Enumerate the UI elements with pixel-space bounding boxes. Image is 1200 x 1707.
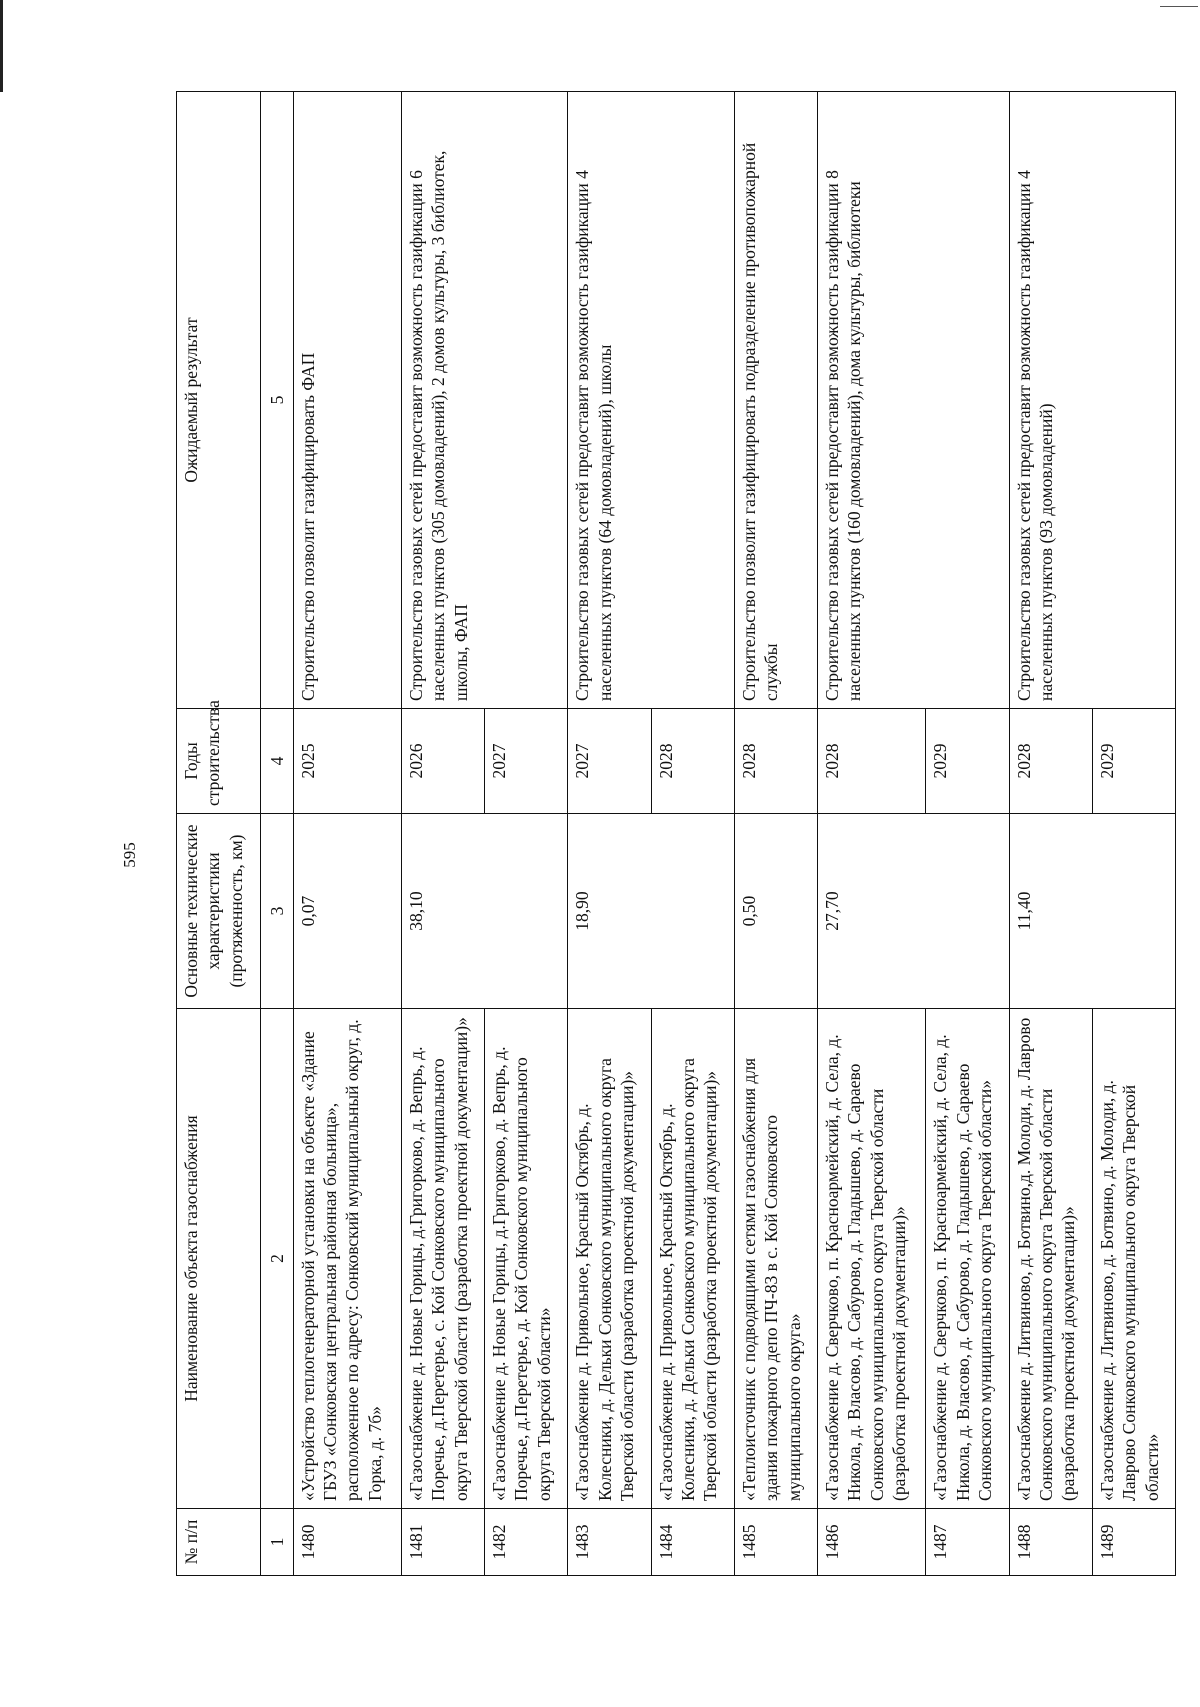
object-name: «Газоснабжение д. Сверчково, п. Красноармейский, д. Села, д. Никола, д. Власово, д. Сабурово, д. Гладышево, д. Сараево Сонковского муниципального округа Тверской области (разработка проектной документации)» <box>817 1009 925 1509</box>
row-number: 1489 <box>1092 1509 1175 1576</box>
row-number: 1486 <box>817 1509 925 1576</box>
row-number: 1482 <box>485 1509 568 1576</box>
row-number: 1487 <box>926 1509 1009 1576</box>
construction-year: 2025 <box>293 709 401 814</box>
table-row <box>401 92 484 1576</box>
header-result: Ожидаемый результат <box>177 92 261 709</box>
construction-year: 2027 <box>485 709 568 814</box>
expected-result: Строительство позволит газифицировать подразделение противопожарной службы <box>734 92 817 709</box>
column-number: 4 <box>261 709 294 814</box>
header-num: № п/п <box>177 1509 261 1576</box>
length-km: 11,40 <box>1009 814 1175 1009</box>
construction-year: 2027 <box>568 709 651 814</box>
scan-edge-mark <box>0 0 3 92</box>
page-number: 595 <box>120 842 139 868</box>
column-number: 3 <box>261 814 294 1009</box>
construction-year: 2026 <box>401 709 484 814</box>
expected-result: Строительство газовых сетей предоставит возможность газификации 6 населенных пунктов (305 домовладений), 2 домов культуры, 3 библиотек, школы, ФАП <box>401 92 567 709</box>
gas-supply-table <box>176 91 1176 1576</box>
construction-year: 2029 <box>1092 709 1175 814</box>
construction-year: 2028 <box>651 709 734 814</box>
row-number: 1488 <box>1009 1509 1092 1576</box>
length-km: 27,70 <box>817 814 1009 1009</box>
column-number: 5 <box>261 92 294 709</box>
expected-result: Строительство газовых сетей предоставит возможность газификации 8 населенных пунктов (160 домовладений), дома культуры, библиотеки <box>817 92 1009 709</box>
row-number: 1483 <box>568 1509 651 1576</box>
column-numbers-row <box>261 92 294 1576</box>
construction-year: 2028 <box>1009 709 1092 814</box>
table-row <box>817 92 925 1576</box>
header-name: Наименование объекта газоснабжения <box>177 1009 261 1509</box>
expected-result: Строительство газовых сетей предоставит возможность газификации 4 населенных пунктов (93 домовладений) <box>1009 92 1175 709</box>
row-number: 1480 <box>293 1509 401 1576</box>
length-km: 0,50 <box>734 814 817 1009</box>
construction-year: 2029 <box>926 709 1009 814</box>
table-row <box>734 92 817 1576</box>
object-name: «Теплоисточник с подводящими сетями газоснабжения для здания пожарного депо ПЧ-83 в с. Кой Сонковского муниципального округа» <box>734 1009 817 1509</box>
table-row <box>568 92 651 1576</box>
table-row <box>1009 92 1092 1576</box>
length-km: 38,10 <box>401 814 567 1009</box>
object-name: «Газоснабжение д. Новые Горицы, д.Григорково, д. Вепрь, д. Поречье, д.Перетерье, д. Кой Сонковского муниципального округа Тверской области» <box>485 1009 568 1509</box>
scan-edge-mark <box>1160 6 1198 7</box>
object-name: «Газоснабжение д. Привольное, Красный Октябрь, д. Колесники, д. Дельки Сонковского муниципального округа Тверской области (разработка проектной документации)» <box>651 1009 734 1509</box>
row-number: 1481 <box>401 1509 484 1576</box>
header-years: Годы строительства <box>177 709 261 814</box>
object-name: «Газоснабжение д. Новые Горицы, д.Григорково, д. Вепрь, д. Поречье, д.Перетерье, с. Кой Сонковского муниципального округа Тверской области (разработка проектной документации)» <box>401 1009 484 1509</box>
object-name: «Газоснабжение д. Литвиново, д. Ботвино, д. Молоди, д. Лаврово Сонковского муниципального округа Тверской области» <box>1092 1009 1175 1509</box>
column-number: 1 <box>261 1509 294 1576</box>
rotated-table-wrapper <box>176 92 1176 1576</box>
header-length: Основные технические характеристики (протяженность, км) <box>177 814 261 1009</box>
row-number: 1485 <box>734 1509 817 1576</box>
expected-result: Строительство позволит газифицировать ФАП <box>293 92 401 709</box>
construction-year: 2028 <box>734 709 817 814</box>
object-name: «Газоснабжение д. Сверчково, п. Красноармейский, д. Села, д. Никола, д. Власово, д. Сабурово, д. Гладышево, д. Сараево Сонковского муниципального округа Тверской области» <box>926 1009 1009 1509</box>
object-name: «Газоснабжение д. Привольное, Красный Октябрь, д. Колесники, д. Дельки Сонковского муниципального округа Тверской области (разработка проектной документации)» <box>568 1009 651 1509</box>
expected-result: Строительство газовых сетей предоставит возможность газификации 4 населенных пунктов (64 домовладений), школы <box>568 92 734 709</box>
construction-year: 2028 <box>817 709 925 814</box>
length-km: 0,07 <box>293 814 401 1009</box>
table-row <box>293 92 401 1576</box>
object-name: «Газоснабжение д. Литвиново, д. Ботвино,д. Молоди, д. Лаврово Сонковского муниципального округа Тверской области (разработка проектной документации)» <box>1009 1009 1092 1509</box>
length-km: 18,90 <box>568 814 734 1009</box>
object-name: «Устройство теплогенераторной установки на объекте «Здание ГБУЗ «Сонковская центральная районная больница», расположенное по адресу: Сонковский муниципальный округ, д. Горка, д. 7б» <box>293 1009 401 1509</box>
column-number: 2 <box>261 1009 294 1509</box>
row-number: 1484 <box>651 1509 734 1576</box>
